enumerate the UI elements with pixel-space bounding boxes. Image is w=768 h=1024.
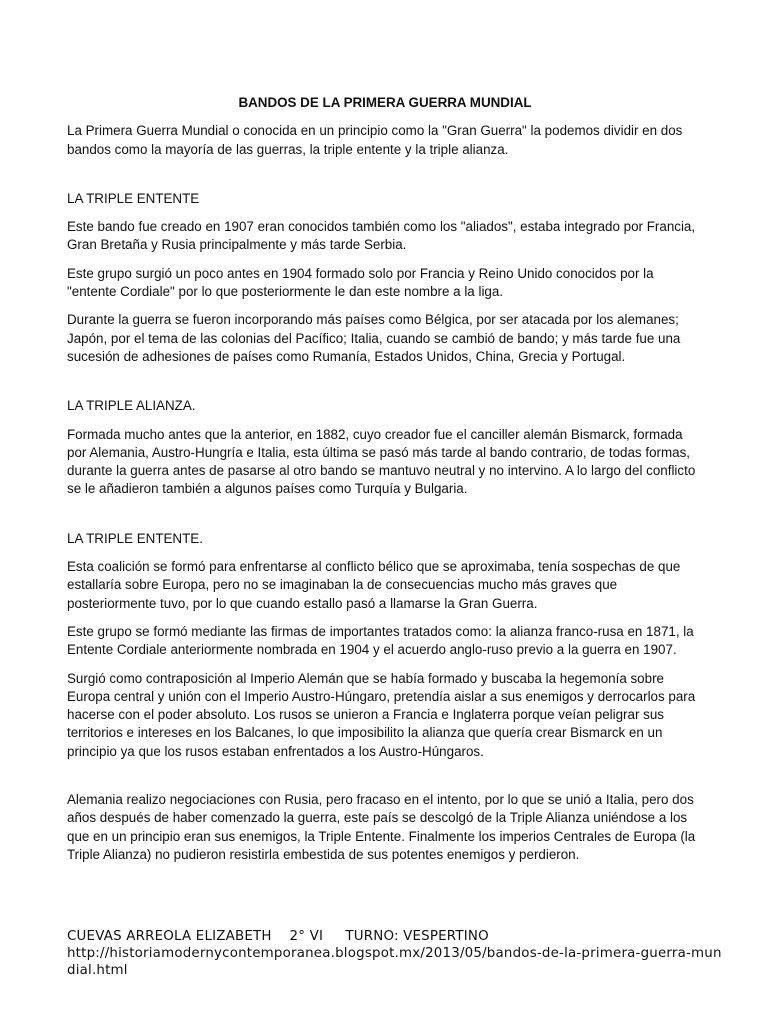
document-body [67, 94, 703, 874]
paragraph: Surgió como contraposición al Imperio Alemán que se había formado y buscaba la hegemonía sobre Europa central y unión con el Imperio Austro-Húngaro, pretendía aislar a sus enemigos y derrocarlos para hacerse con el poder absoluto. Los rusos se unieron a Francia e Inglaterra porque veían peligrar sus territorios e intereses en los Balcanes, lo que imposibilito la alianza que quería crear Bismarck en un principio ya que los rusos estaban enfrentados a los Austro-Húngaros. [67, 670, 696, 759]
section-heading-triple-entente: LA TRIPLE ENTENTE [67, 190, 200, 206]
intro-paragraph: La Primera Guerra Mundial o conocida en un principio como la "Gran Guerra" la podemos dividir en dos bandos como la mayoría de las guerras, la triple entente y la triple alianza. [67, 123, 683, 157]
paragraph: Formada mucho antes que la anterior, en 1882, cuyo creador fue el canciller alemán Bismarck, formada por Alemania, Austro-Hungría e Italia, esta última se pasó más tarde al bando contrario, de todas formas, durante la guerra antes de pasarse al otro bando se mantuvo neutral y no intervino. A lo largo del conflicto se le añadieron también a algunos países como Turquía y Bulgaria. [67, 426, 696, 497]
author-line: CUEVAS ARREOLA ELIZABETH 2° VI TURNO: VESPERTINO [67, 929, 489, 944]
document-title: BANDOS DE LA PRIMERA GUERRA MUNDIAL [238, 95, 532, 110]
paragraph: Esta coalición se formó para enfrentarse al conflicto bélico que se aproximaba, tenía sospechas de que estallaría sobre Europa, pero no se imaginaban la de consecuencias mucho más graves que posteriormente tuvo, por lo que cuando estallo pasó a llamarse la Gran Guerra. [67, 559, 681, 611]
footer [67, 928, 727, 979]
paragraph: Este bando fue creado en 1907 eran conocidos también como los "aliados", estaba integrado por Francia, Gran Bretaña y Rusia principalmente y más tarde Serbia. [67, 219, 696, 253]
paragraph: Este grupo surgió un poco antes en 1904 formado solo por Francia y Reino Unido conocidos por la "entente Cordiale" por lo que posteriormente le dan este nombre a la liga. [67, 265, 654, 300]
paragraph: Durante la guerra se fueron incorporando más países como Bélgica, por ser atacada por los alemanes; Japón, por el tema de las colonias del Pacífico; Italia, cuando se cambió de bando; y más tarde fue una sucesión de adhesiones de países como Rumanía, Estados Unidos, China, Grecia y Portugal. [67, 312, 681, 364]
paragraph: Este grupo se formó mediante las firmas de importantes tratados como: la alianza franco-rusa en 1871, la Entente Cordiale anteriormente nombrada en 1904 y el acuerdo anglo-ruso previo a la guerra en 1907. [67, 623, 694, 658]
section-heading-triple-entente-2: LA TRIPLE ENTENTE. [67, 530, 203, 546]
section-heading-triple-alianza: LA TRIPLE ALIANZA. [67, 398, 196, 414]
closing-paragraph: Alemania realizo negociaciones con Rusia, pero fracaso en el intento, por lo que se unió a Italia, pero dos años después de haber comenzado la guerra, este país se descolgó de la Triple Alianza uniéndose a los que en un principio eran sus enemigos, la Triple Entente. Finalmente los imperios Centrales de Europa (la Triple Alianza) no pudieron resistirla embestida de sus potentes enemigos y perdieron. [67, 792, 696, 862]
source-url: http://historiamodernycontemporanea.blogspot.mx/2013/05/bandos-de-la-primera-guerra-mundial.html [67, 946, 722, 978]
